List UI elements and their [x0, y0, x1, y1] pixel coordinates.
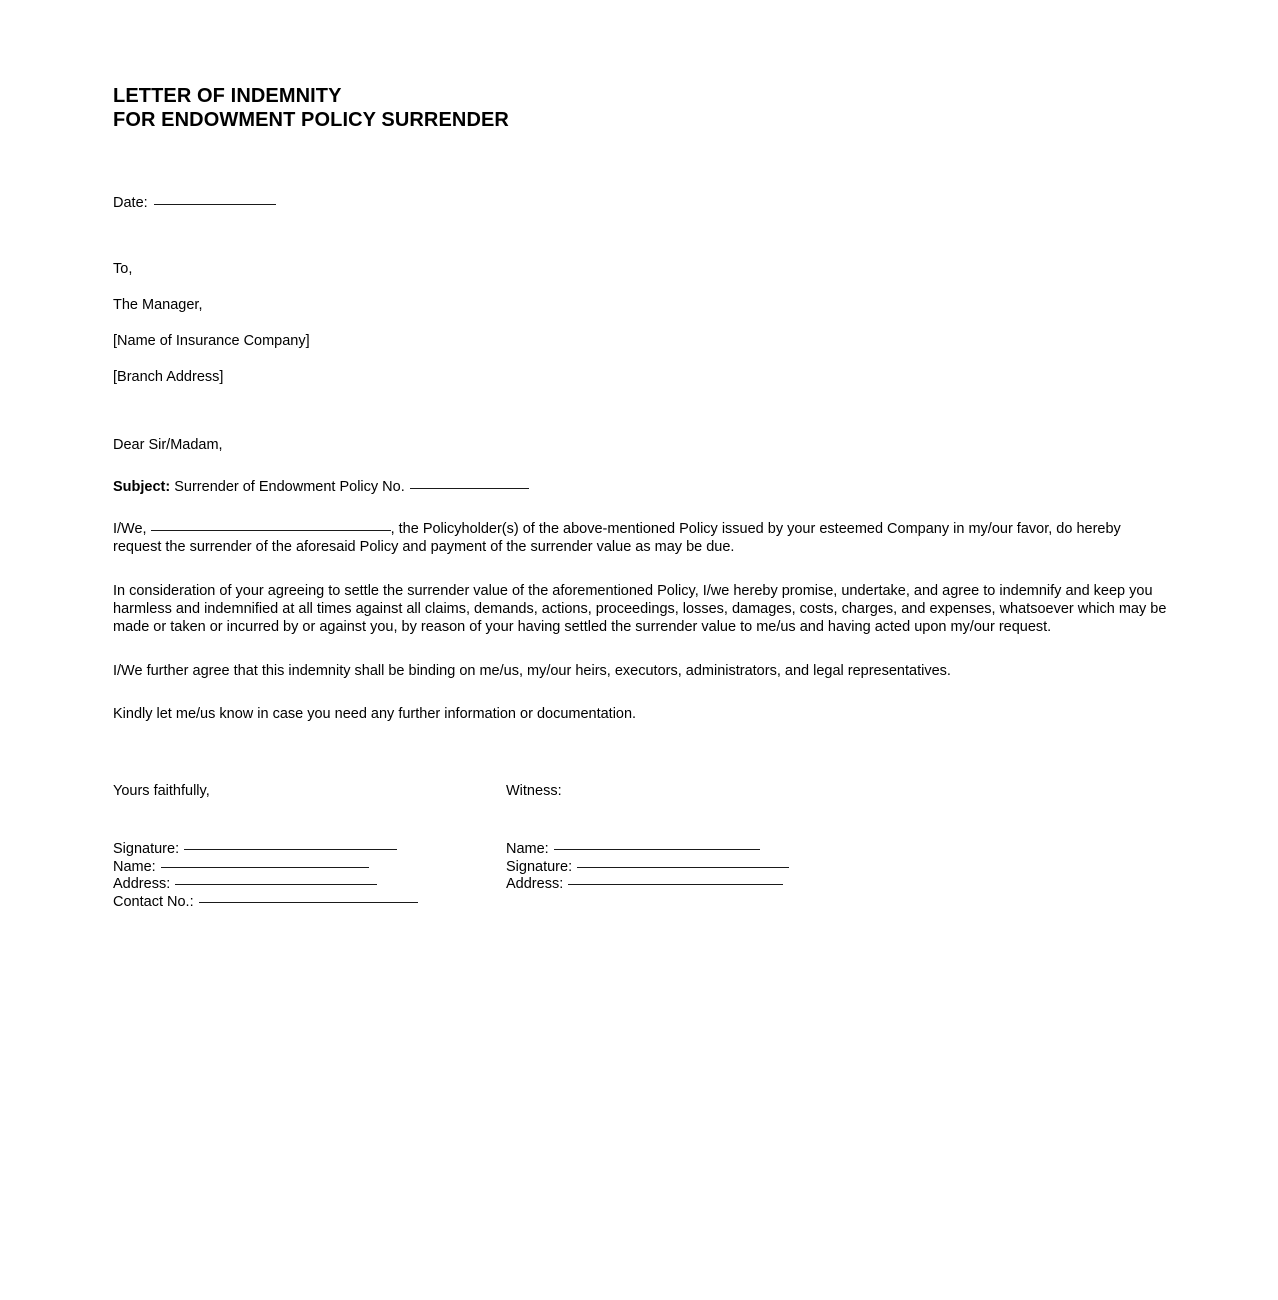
signatory-heading: Yours faithfully,: [113, 783, 210, 799]
date-blank-rule[interactable]: [154, 204, 276, 205]
subject-block: [113, 478, 1173, 496]
subject-blank-rule[interactable]: [410, 488, 529, 489]
date-label: Date:: [113, 195, 148, 211]
policyholder-name-blank-rule[interactable]: [151, 530, 391, 531]
witness-address-rule[interactable]: [568, 884, 783, 885]
witness-signature-field: [506, 859, 789, 877]
witness-signature-rule[interactable]: [577, 867, 789, 868]
signatory-name-rule[interactable]: [161, 867, 369, 868]
paragraph-indemnity: In consideration of your agreeing to settle the surrender value of the aforementioned Policy, I/we hereby promise, undertake, and agree to indemnify and keep you harmless and indemnified at all times against all claims, demands, actions, proceedings, losses, damages, costs, charges, and expenses, whatsoever which may be made or taken or incurred by or against you, by reason of your having settled the surrender value to me/us and having acted upon my/our request.: [113, 583, 1167, 635]
recipient-branch: [Branch Address]: [113, 369, 224, 385]
signatory-signature-rule[interactable]: [184, 849, 397, 850]
signatory-address-field: [113, 876, 418, 894]
witness-heading: Witness:: [506, 783, 562, 799]
paragraph1-lead: I/We,: [113, 521, 147, 537]
signatory-contact-label: Contact No.:: [113, 893, 194, 910]
paragraph-request: [113, 520, 1173, 556]
witness-address-field: [506, 876, 789, 894]
paragraph1-rest: , the Policyholder(s) of the above-mentioned Policy issued by your esteemed Company in my/our favor, do hereby request the surrender of the aforesaid Policy and payment of the surrender value as may be due.: [113, 521, 1121, 555]
recipient-manager: The Manager,: [113, 297, 203, 313]
witness-signature-label: Signature:: [506, 858, 573, 875]
signatory-signature-field: [113, 841, 418, 859]
signature-columns: [113, 782, 1113, 922]
letter-body: [113, 84, 1173, 723]
recipient-to: To,: [113, 261, 133, 277]
paragraph-closing: Kindly let me/us know in case you need any further information or documentation.: [113, 706, 637, 722]
signatory-name-field: [113, 859, 418, 877]
signatory-name-label: Name:: [113, 858, 156, 875]
page-title: [113, 84, 1173, 132]
signatory-address-rule[interactable]: [175, 884, 377, 885]
witness-name-rule[interactable]: [554, 849, 760, 850]
title-line-1: LETTER OF INDEMNITY: [113, 85, 342, 107]
signatory-signature-label: Signature:: [113, 841, 180, 857]
recipient-block: [113, 260, 1173, 386]
subject-line: [113, 478, 1173, 496]
signatory-contact-field: [113, 894, 418, 912]
title-line-2: FOR ENDOWMENT POLICY SURRENDER: [113, 109, 509, 131]
paragraph-binding: I/We further agree that this indemnity shall be binding on me/us, my/our heirs, executors, administrators, and legal representatives.: [113, 663, 951, 679]
salutation: Dear Sir/Madam,: [113, 437, 223, 453]
signatory-column: [113, 782, 418, 911]
subject-text: Surrender of Endowment Policy No.: [174, 479, 405, 495]
signature-area: [113, 782, 1113, 922]
signatory-address-label: Address:: [113, 876, 171, 892]
witness-fields: [506, 841, 789, 894]
date-line: [113, 194, 1173, 212]
subject-label: Subject:: [113, 479, 171, 495]
signatory-contact-rule[interactable]: [199, 902, 418, 903]
witness-address-label: Address:: [506, 876, 564, 892]
salutation-block: [113, 436, 1173, 454]
recipient-company: [Name of Insurance Company]: [113, 333, 310, 349]
signatory-fields: [113, 841, 418, 911]
witness-column: [506, 782, 789, 894]
witness-name-label: Name:: [506, 841, 549, 857]
date-block: [113, 194, 1173, 212]
witness-name-field: [506, 841, 789, 859]
